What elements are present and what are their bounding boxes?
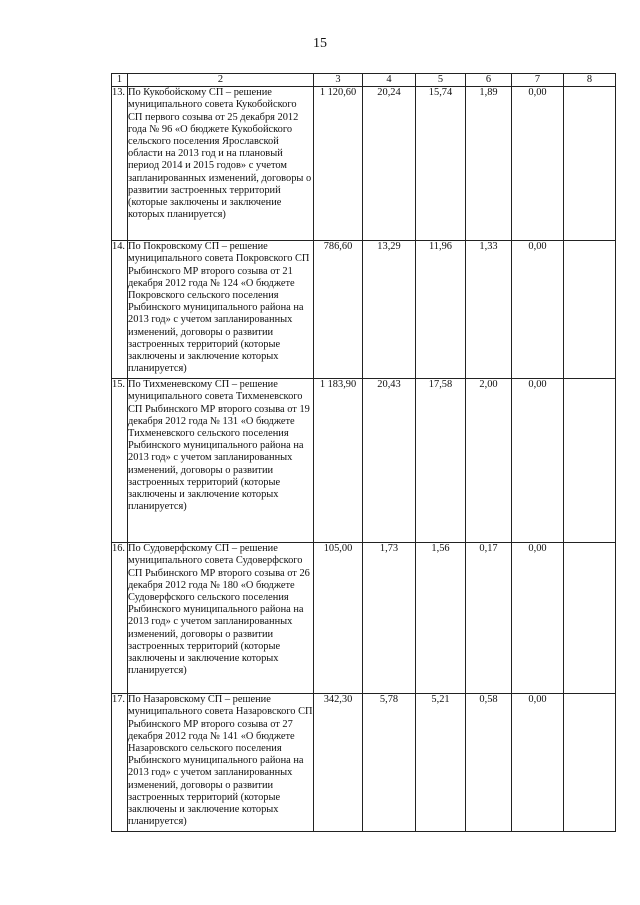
cell-col8 <box>564 543 616 694</box>
column-header-8: 8 <box>564 74 616 87</box>
cell-col6: 0,58 <box>466 694 512 832</box>
cell-col5: 17,58 <box>416 379 466 543</box>
cell-col7: 0,00 <box>512 694 564 832</box>
data-table <box>111 73 616 832</box>
cell-col7: 0,00 <box>512 379 564 543</box>
row-description: По Тихменевскому СП – решение муниципального совета Тихменевского СП Рыбинского МР второго созыва от 19 декабря 2012 года № 131 «О бюджете Тихменевского сельского поселения Рыбинского муниципального района на 2013 год» с учетом запланированных изменений, договоры о развитии застроенных территорий (которые заключены и заключение которых планируется) <box>128 379 314 543</box>
column-header-7: 7 <box>512 74 564 87</box>
cell-col4: 5,78 <box>363 694 416 832</box>
cell-col4: 13,29 <box>363 241 416 379</box>
cell-col3: 786,60 <box>314 241 363 379</box>
cell-col8 <box>564 87 616 241</box>
row-number: 15. <box>112 379 128 543</box>
row-number: 16. <box>112 543 128 694</box>
row-description: По Покровскому СП – решение муниципального совета Покровского СП Рыбинского МР второго созыва от 21 декабря 2012 года № 124 «О бюджете Покровского сельского поселения Рыбинского муниципального района на 2013 год» с учетом запланированных изменений, договоры о развитии застроенных территорий (которые заключены и заключение которых планируется) <box>128 241 314 379</box>
row-number: 13. <box>112 87 128 241</box>
cell-col7: 0,00 <box>512 87 564 241</box>
cell-col5: 11,96 <box>416 241 466 379</box>
column-header-2: 2 <box>128 74 314 87</box>
row-number: 14. <box>112 241 128 379</box>
row-description: По Судоверфскому СП – решение муниципального совета Судоверфского СП Рыбинского МР второго созыва от 26 декабря 2012 года № 180 «О бюджете Судоверфского сельского поселения Рыбинского муниципального района на 2013 год» с учетом запланированных изменений, договоры о развитии застроенных территорий (которые заключены и заключение которых планируется) <box>128 543 314 694</box>
cell-col3: 342,30 <box>314 694 363 832</box>
page-number: 15 <box>313 36 327 51</box>
row-description: По Кукобойскому СП – решение муниципального совета Кукобойского СП первого созыва от 25 декабря 2012 года № 96 «О бюджете Кукобойского сельского поселения Ярославской области на 2013 год и на плановый период 2014 и 2015 годов» с учетом запланированных изменений, договоры о развитии застроенных территорий (которые заключены и заключение которых планируется) <box>128 87 314 241</box>
cell-col8 <box>564 694 616 832</box>
table-row <box>112 241 616 379</box>
cell-col6: 2,00 <box>466 379 512 543</box>
column-header-6: 6 <box>466 74 512 87</box>
column-header-4: 4 <box>363 74 416 87</box>
header-row <box>112 74 616 87</box>
table-row <box>112 379 616 543</box>
cell-col7: 0,00 <box>512 543 564 694</box>
table-row <box>112 87 616 241</box>
table-row <box>112 694 616 832</box>
cell-col8 <box>564 241 616 379</box>
row-number: 17. <box>112 694 128 832</box>
table-row <box>112 543 616 694</box>
cell-col3: 105,00 <box>314 543 363 694</box>
cell-col5: 5,21 <box>416 694 466 832</box>
cell-col6: 1,89 <box>466 87 512 241</box>
cell-col3: 1 120,60 <box>314 87 363 241</box>
cell-col8 <box>564 379 616 543</box>
cell-col7: 0,00 <box>512 241 564 379</box>
cell-col5: 15,74 <box>416 87 466 241</box>
column-header-5: 5 <box>416 74 466 87</box>
column-header-1: 1 <box>112 74 128 87</box>
cell-col6: 1,33 <box>466 241 512 379</box>
cell-col3: 1 183,90 <box>314 379 363 543</box>
cell-col4: 20,24 <box>363 87 416 241</box>
column-header-3: 3 <box>314 74 363 87</box>
cell-col4: 20,43 <box>363 379 416 543</box>
row-description: По Назаровскому СП – решение муниципального совета Назаровского СП Рыбинского МР второго созыва от 27 декабря 2012 года № 141 «О бюджете Назаровского сельского поселения Рыбинского муниципального района на 2013 год» с учетом запланированных изменений, договоры о развитии застроенных территорий (которые заключены и заключение которых планируется) <box>128 694 314 832</box>
cell-col6: 0,17 <box>466 543 512 694</box>
cell-col4: 1,73 <box>363 543 416 694</box>
cell-col5: 1,56 <box>416 543 466 694</box>
